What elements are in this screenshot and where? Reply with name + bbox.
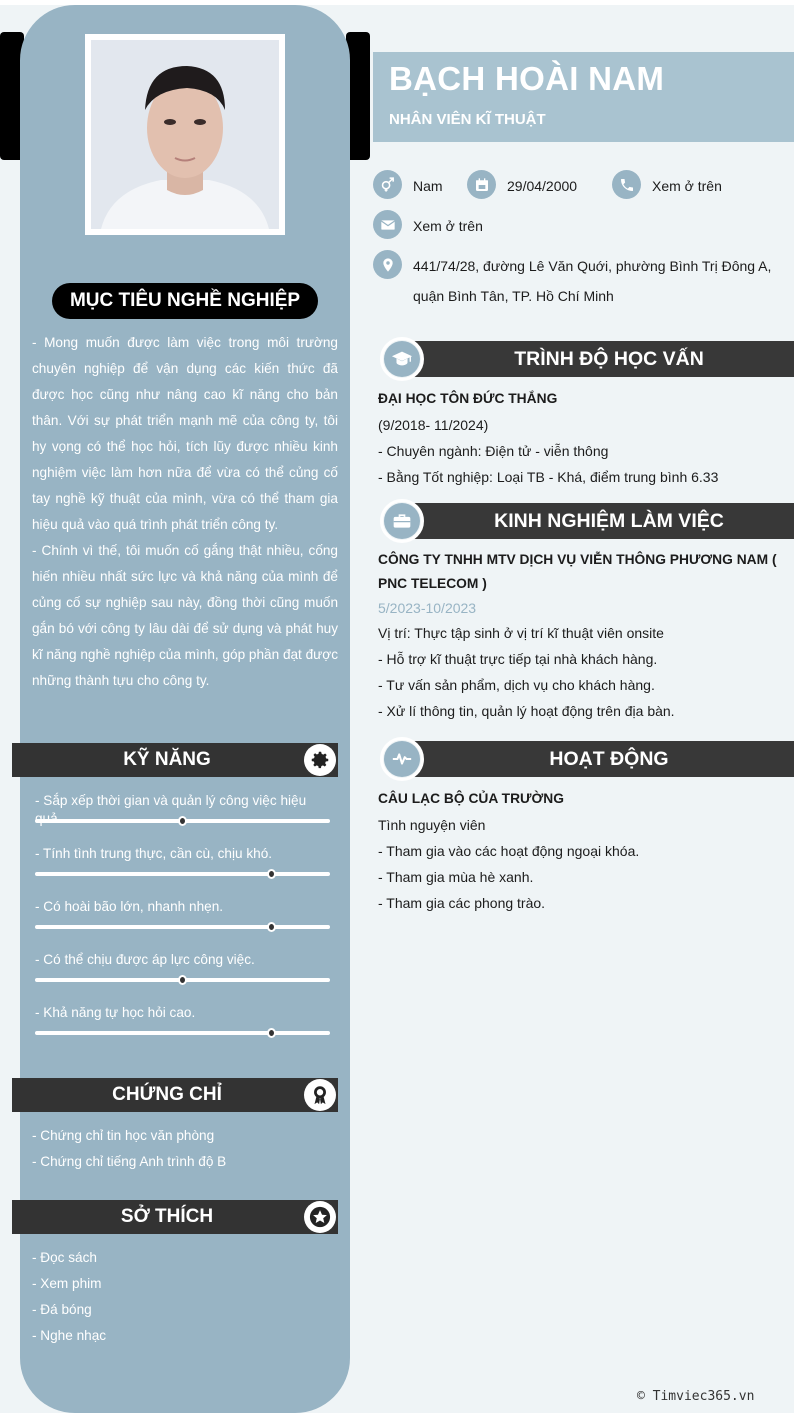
objective-paragraph: - Mong muốn được làm việc trong môi trường chuyên nghiệp để vận dụng các kiến thức đã được học cũng như nâng cao kĩ năng cho bản thân. Với sự phát triển mạnh mẽ của công ty, tôi hy vọng có thể học hỏi, tích lũy được nhiều kinh nghiệm việc làm hơn nữa để vừa có thể củng cố tay nghề kỹ thuật của mình, vừa có thể tham gia hiệu quả vào quá trình phát triển công ty. [32, 335, 338, 532]
footer-watermark: © Timviec365.vn [637, 1389, 755, 1404]
skill-knob [178, 975, 187, 985]
skill-bar [35, 925, 330, 929]
hobbies-title: SỞ THÍCH [120, 1206, 214, 1227]
education-header [380, 341, 794, 377]
gear-icon [304, 744, 336, 776]
hobbies-list [32, 1245, 106, 1349]
name-block [373, 52, 794, 142]
skill-label: - Có hoài bão lớn, nhanh nhẹn. [35, 899, 224, 914]
activity-line: - Tham gia mùa hè xanh. [378, 869, 534, 885]
objective-text [32, 330, 338, 694]
experience-line: - Hỗ trợ kĩ thuật trực tiếp tại nhà khách hàng. [378, 651, 658, 667]
skill-knob [267, 922, 276, 932]
list-item: - Chứng chỉ tiếng Anh trình độ B [32, 1154, 227, 1169]
address-line: quận Bình Tân, TP. Hồ Chí Minh [413, 288, 614, 304]
skill-bar [35, 978, 330, 982]
skill-bar [35, 819, 330, 823]
list-item: - Nghe nhạc [32, 1328, 107, 1343]
phone-icon [612, 170, 641, 199]
list-item: - Đọc sách [32, 1250, 97, 1265]
skill-knob [267, 1028, 276, 1038]
skill-knob [178, 816, 187, 826]
skill-bar [35, 872, 330, 876]
experience-period: 5/2023-10/2023 [378, 600, 477, 616]
education-period: (9/2018- 11/2024) [378, 417, 489, 433]
objective-paragraph: - Chính vì thế, tôi muốn cố gắng thật nhiều, cống hiến nhiều nhất sức lực và khả năng của mình để củng cố sự nghiệp sau này, đồng thời cũng muốn gắn bó với công ty lâu dài để sử dụng và phát huy kĩ năng nghề nghiệp của mình, góp phần đạt được những thành tựu cho công ty. [32, 543, 338, 688]
graduation-cap-icon [380, 337, 424, 381]
company-name: CÔNG TY TNHH MTV DỊCH VỤ VIỄN THÔNG PHƯƠNG NAM ( PNC TELECOM ) [378, 552, 777, 591]
skill-item [35, 845, 335, 863]
gender-icon [373, 170, 402, 199]
skill-label: - Tính tình trung thực, cần cù, chịu khó. [35, 846, 273, 861]
skill-item [35, 792, 335, 828]
list-item: - Chứng chỉ tin học văn phòng [32, 1128, 215, 1143]
certificates-title: CHỨNG CHỈ [112, 1084, 222, 1105]
objective-title: MỤC TIÊU NGHỀ NGHIỆP [52, 283, 318, 319]
activities-header [380, 741, 794, 777]
gender-value: Nam [413, 178, 443, 194]
activities-content [378, 786, 783, 916]
list-item: - Xem phim [32, 1276, 102, 1291]
certificates-list [32, 1123, 226, 1175]
experience-header [380, 503, 794, 539]
location-icon [373, 250, 402, 279]
job-title: NHÂN VIÊN KĨ THUẬT [389, 111, 546, 128]
activity-line: - Tham gia các phong trào. [378, 895, 546, 911]
activity-org: CÂU LẠC BỘ CỦA TRƯỜNG [378, 791, 564, 806]
skill-label: - Khả năng tự học hỏi cao. [35, 1005, 196, 1020]
experience-line: - Xử lí thông tin, quản lý hoạt động trên địa bàn. [378, 703, 675, 719]
candidate-name: BẠCH HOÀI NAM [389, 60, 665, 97]
list-item: - Đá bóng [32, 1302, 92, 1317]
experience-line: Vị trí: Thực tập sinh ở vị trí kĩ thuật viên onsite [378, 625, 664, 641]
mail-icon [373, 210, 402, 239]
education-title: TRÌNH ĐỘ HỌC VẤN [404, 341, 794, 377]
education-content [378, 386, 783, 490]
phone-value: Xem ở trên [652, 178, 722, 194]
skill-item [35, 898, 335, 916]
activity-line: - Tham gia vào các hoạt động ngoại khóa. [378, 843, 640, 859]
hobbies-header [12, 1200, 338, 1234]
skill-item [35, 951, 335, 969]
skill-knob [267, 869, 276, 879]
briefcase-icon [380, 499, 424, 543]
birthday-value: 29/04/2000 [507, 178, 578, 194]
skill-item [35, 1004, 335, 1022]
activity-line: Tình nguyện viên [378, 817, 486, 833]
address-line: 441/74/28, đường Lê Văn Quới, phường Bình Trị Đông A, [413, 258, 772, 274]
school-name: ĐẠI HỌC TÔN ĐỨC THẮNG [378, 391, 558, 406]
calendar-icon [467, 170, 496, 199]
skills-header [12, 743, 338, 777]
star-icon [304, 1201, 336, 1233]
experience-title: KINH NGHIỆM LÀM VIỆC [404, 503, 794, 539]
education-line: - Bằng Tốt nghiệp: Loại TB - Khá, điểm trung bình 6.33 [378, 469, 719, 485]
education-line: - Chuyên ngành: Điện tử - viễn thông [378, 443, 609, 459]
avatar-photo [85, 34, 285, 235]
experience-line: - Tư vấn sản phẩm, dịch vụ cho khách hàng. [378, 677, 655, 693]
medal-icon [304, 1079, 336, 1111]
activities-title: HOẠT ĐỘNG [404, 741, 794, 777]
experience-content [378, 548, 783, 724]
certificates-header [12, 1078, 338, 1112]
skills-title: KỸ NĂNG [123, 749, 211, 770]
email-value: Xem ở trên [413, 218, 483, 234]
skill-bar [35, 1031, 330, 1035]
pulse-icon [380, 737, 424, 781]
skill-label: - Sắp xếp thời gian và quản lý công việc hiệu [35, 793, 307, 808]
address-value [413, 251, 783, 311]
skill-label: - Có thể chịu được áp lực công việc. [35, 952, 255, 967]
